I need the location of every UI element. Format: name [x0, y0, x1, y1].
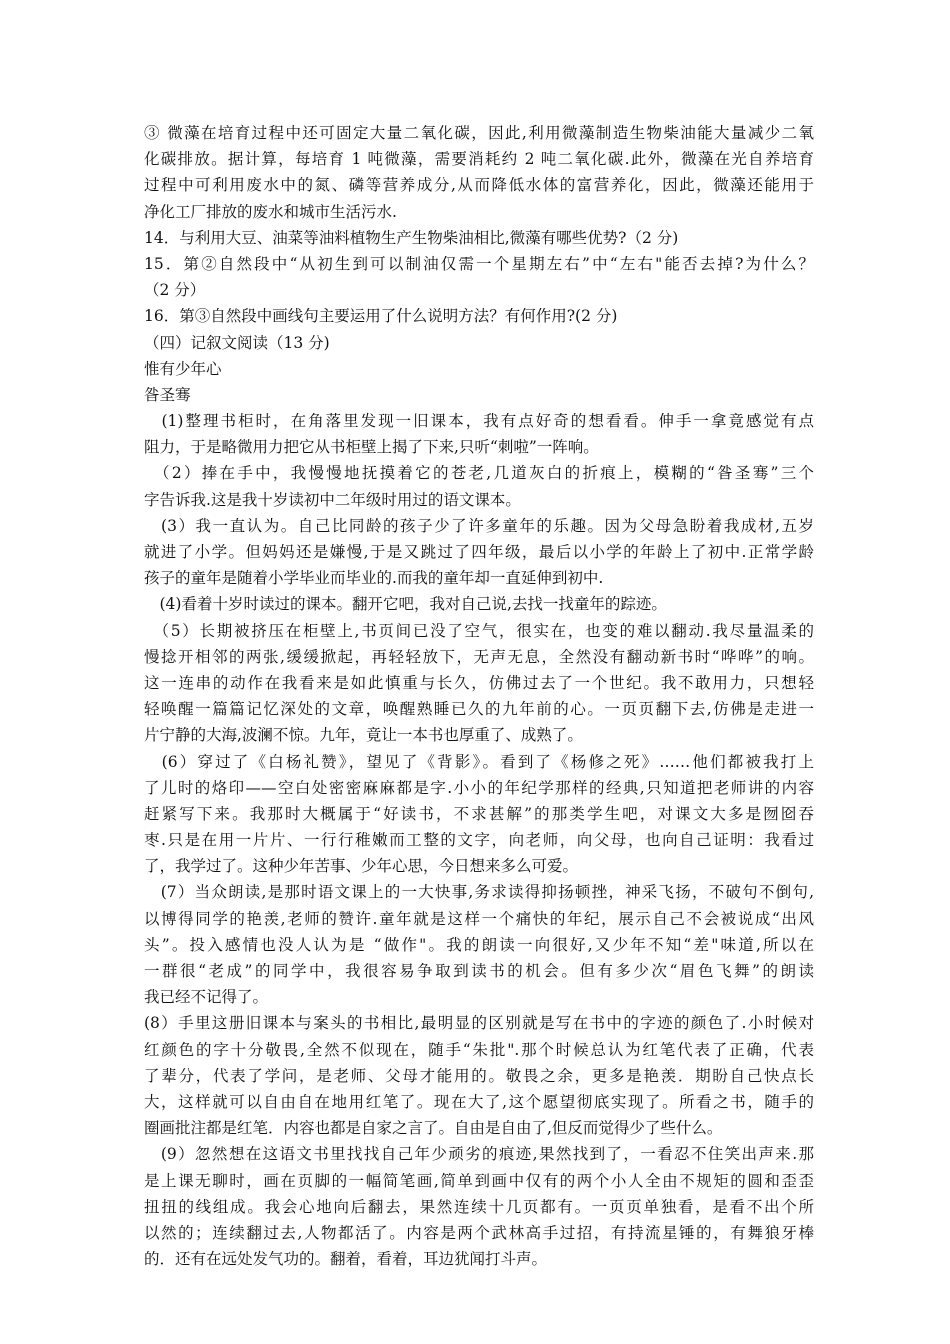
text-line: 化碳排放。据计算，每培育 1 吨微藻，需要消耗约 2 吨二氧化碳.此外，微藻在光自养培育 [144, 150, 814, 169]
paragraph-n9 [144, 1141, 814, 1272]
text-line: （2）捧在手中，我慢慢地抚摸着它的苍老,几道灰白的折痕上，模糊的“昝圣骞”三个 [144, 464, 814, 483]
paragraph-q16 [144, 303, 814, 329]
paragraph-title [144, 356, 814, 382]
text-line: 轻唤醒一篇篇记忆深处的文章，唤醒熟睡已久的九年前的心。一页页翻下去,仿佛是走进一 [144, 700, 814, 719]
text-line: 惟有少年心 [144, 359, 222, 378]
text-line: 这一连串的动作在我看来是如此慎重与长久，仿佛过去了一个世纪。我不敢用力，只想轻 [144, 673, 814, 692]
text-line: 阻力，于是略微用力把它从书柜壁上揭了下来,只听“刺啦”一阵响。 [144, 438, 599, 457]
text-line: 枣.只是在用一片片、一行行稚嫩而工整的文字，向老师，向父母，也向自己证明：我看过 [144, 831, 814, 850]
paragraph-n3 [144, 513, 814, 592]
text-line: (6）穿过了《白杨礼赞》，望见了《背影》。看到了《杨修之死》……他们都被我打上 [144, 752, 814, 771]
text-line: 14．与利用大豆、油菜等油料植物生产生物柴油相比,微藻有哪些优势?（2 分) [144, 228, 679, 247]
paragraph-p3 [144, 120, 814, 225]
document-page [144, 120, 814, 1272]
text-line: 了辈分，代表了学问，是老师、父母才能用的。敬畏之余，更多是艳羡．期盼自己快点长 [144, 1066, 814, 1085]
text-line: 扭扭的线组成。我会心地向后翻去，果然连续十几页都有。一页页单独看，是看不出个所 [144, 1197, 814, 1216]
text-line: (7）当众朗读,是那时语文课上的一大快事,务求读得抑扬顿挫，神采飞扬，不破句不倒句, [144, 883, 814, 902]
paragraph-n7 [144, 879, 814, 1010]
text-line: 是上课无聊时，画在页脚的一幅简笔画,简单到画中仅有的两个小人全由不规矩的圆和歪歪 [144, 1171, 814, 1190]
paragraph-n8 [144, 1010, 814, 1141]
text-line: ③ 微藻在培育过程中还可固定大量二氧化碳，因此,利用微藻制造生物柴油能大量减少二氧 [144, 124, 814, 142]
paragraph-n1 [144, 408, 814, 460]
paragraph-n2 [144, 460, 814, 512]
paragraph-author [144, 382, 814, 408]
text-line: 过程中可利用废水中的氮、磷等营养成分,从而降低水体的富营养化，因此，微藻还能用于 [144, 176, 814, 195]
text-line: 以然的；连续翻过去,人物都活了。内容是两个武林高手过招，有持流星锤的，有舞狼牙棒 [144, 1223, 814, 1242]
text-line: (3）我一直认为。自己比同龄的孩子少了许多童年的乐趣。因为父母急盼着我成材,五岁 [144, 516, 814, 535]
text-line: 赶紧写下来。我那时大概属于“好读书，不求甚解”的那类学生吧，对课文大多是囫囵吞 [144, 804, 814, 823]
text-line: 孩子的童年是随着小学毕业而毕业的.而我的童年却一直延伸到初中. [144, 569, 604, 588]
text-line: 了儿时的烙印——空白处密密麻麻都是字.小小的年纪学那样的经典,只知道把老师讲的内容 [144, 778, 814, 797]
text-line: （四）记叙文阅读（13 分) [144, 333, 330, 352]
text-line: 昝圣骞 [144, 385, 191, 404]
paragraph-section4 [144, 330, 814, 356]
text-line: （5）长期被挤压在柜壁上,书页间已没了空气，很实在，也变的难以翻动.我尽量温柔的 [144, 621, 814, 640]
text-line: 了，我学过了。这种少年苦事、少年心思，今日想来多么可爱。 [144, 857, 579, 876]
text-line: 圈画批注都是红笔．内容也都是自家之言了。自由是自由了,但反而觉得少了些什么。 [144, 1119, 723, 1138]
text-line: (8）手里这册旧课本与案头的书相比,最明显的区别就是写在书中的字迹的颜色了.小时候对 [144, 1014, 814, 1033]
text-line: 慢捻开相邻的两张,缓缓掀起，再轻轻放下，无声无息，全然没有翻动新书时“哗哗”的响。 [144, 647, 814, 666]
text-line: 就进了小学。但妈妈还是嫌慢,于是又跳过了四年级，最后以小学的年龄上了初中.正常学龄 [144, 543, 814, 561]
text-line: (1)整理书柜时，在角落里发现一旧课本，我有点好奇的想看看。伸手一拿竟感觉有点 [144, 412, 814, 431]
paragraph-n5 [144, 618, 814, 749]
text-line: 头”。投入感情也没人认为是 “做作"。我的朗读一向很好,又少年不知“差"味道,所以在 [144, 935, 814, 954]
text-line: 大，这样就可以自由自在地用红笔了。现在大了,这个愿望彻底实现了。所看之书，随手的 [144, 1092, 814, 1111]
text-line: （2 分） [144, 281, 206, 300]
paragraph-q15 [144, 251, 814, 303]
text-line: 片宁静的大海,波澜不惊。九年，竟让一本书也厚重了、成熟了。 [144, 726, 583, 745]
paragraph-n4 [144, 591, 814, 617]
text-line: 的．还有在远处发气功的。翻着，看着，耳边犹闻打斗声。 [144, 1250, 548, 1269]
text-line: 净化工厂排放的废水和城市生活污水. [144, 202, 397, 221]
text-line: 15．第②自然段中“从初生到可以制油仅需一个星期左右”中“左右"能否去掉?为什么？ [144, 254, 814, 273]
text-line: 字告诉我.这是我十岁读初中二年级时用过的语文课本。 [144, 490, 521, 509]
text-line: (9）忽然想在这语文书里找找自己年少顽劣的痕迹,果然找到了，一看忍不住笑出声来.那 [144, 1145, 814, 1164]
text-line: (4)看着十岁时读过的课本。翻开它吧，我对自己说,去找一找童年的踪迹。 [144, 595, 667, 614]
text-line: 16．第③自然段中画线句主要运用了什么说明方法？有何作用?(2 分) [144, 307, 618, 326]
paragraph-q14 [144, 225, 814, 251]
paragraph-n6 [144, 749, 814, 880]
text-line: 一群很“老成”的同学中，我很容易争取到读书的机会。但有多少次“眉色飞舞”的朗读 [144, 962, 814, 980]
text-line: 我已经不记得了。 [144, 988, 269, 1007]
text-line: 红颜色的字十分敬畏,全然不似现在，随手“朱批".那个时候总认为红笔代表了正确，代表 [144, 1040, 814, 1059]
text-line: 以博得同学的艳羡,老师的赞许.童年就是这样一个痛快的年纪，展示自己不会被说成“出风 [144, 909, 814, 928]
